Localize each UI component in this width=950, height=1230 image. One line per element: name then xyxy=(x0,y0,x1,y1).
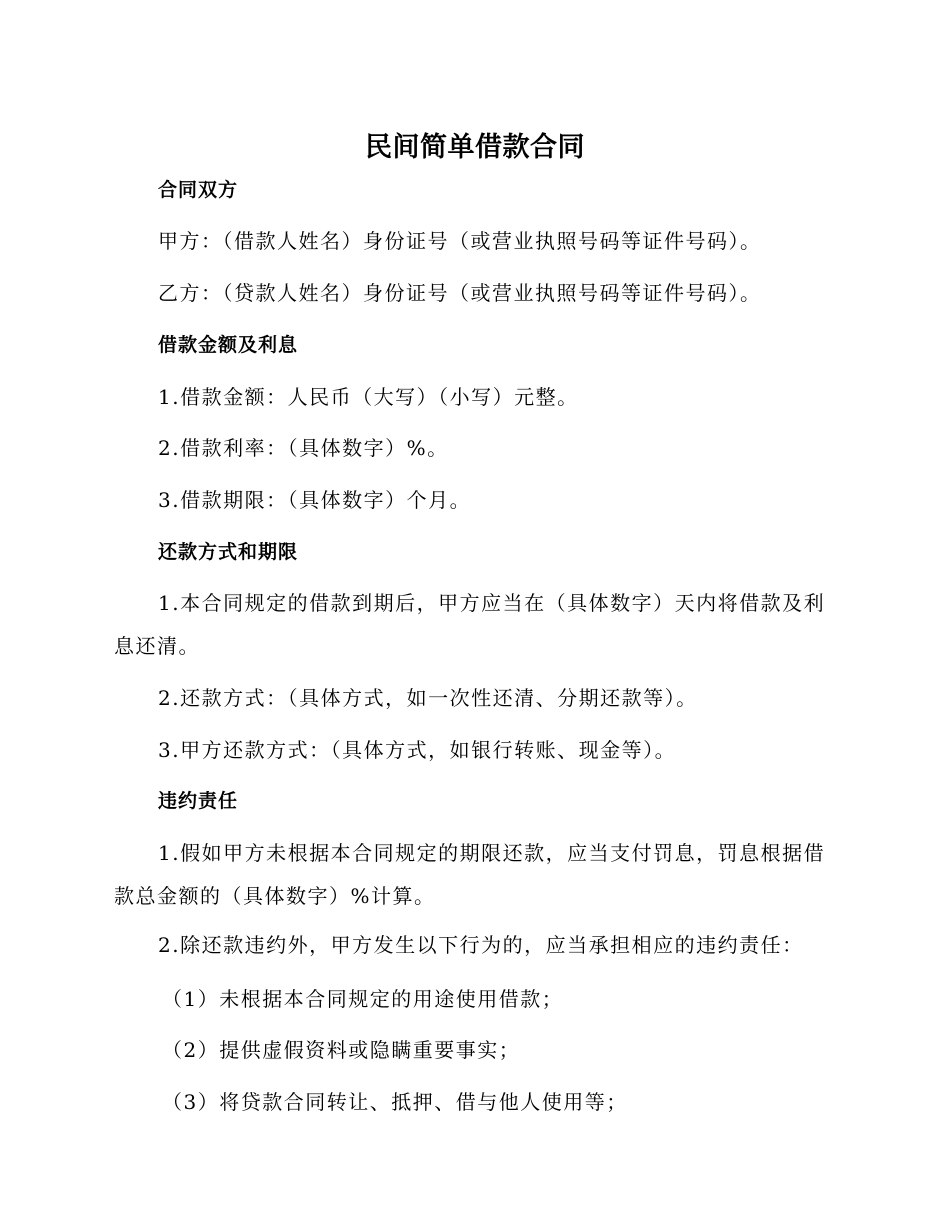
repayment-method-line: 2.还款方式：（具体方式，如一次性还清、分期还款等）。 xyxy=(158,686,698,710)
breach-clause-1: 1.假如甲方未根据本合同规定的期限还款，应当支付罚息，罚息根据借 xyxy=(158,841,826,865)
section-heading-amount-interest: 借款金额及利息 xyxy=(158,334,299,356)
breach-clause-1-continued: 款总金额的（具体数字）%计算。 xyxy=(114,884,436,908)
party-b-line: 乙方：（贷款人姓名）身份证号（或营业执照号码等证件号码）。 xyxy=(158,281,762,305)
section-heading-breach: 违约责任 xyxy=(158,790,239,812)
breach-item-1: （1）未根据本合同规定的用途使用借款； xyxy=(162,987,564,1011)
breach-item-3: （3）将贷款合同转让、抵押、借与他人使用等； xyxy=(162,1090,628,1114)
breach-item-2: （2）提供虚假资料或隐瞒重要事实； xyxy=(162,1038,521,1062)
party-a-line: 甲方：（借款人姓名）身份证号（或营业执照号码等证件号码）。 xyxy=(158,229,762,253)
loan-amount-line: 1.借款金额：人民币（大写）（小写）元整。 xyxy=(158,385,579,409)
breach-clause-2: 2.除还款违约外，甲方发生以下行为的，应当承担相应的违约责任： xyxy=(158,933,804,957)
party-a-repayment-method-line: 3.甲方还款方式：（具体方式，如银行转账、现金等）。 xyxy=(158,738,677,762)
repayment-clause-1: 1.本合同规定的借款到期后，甲方应当在（具体数字）天内将借款及利 xyxy=(158,591,826,615)
document-title: 民间简单借款合同 xyxy=(365,132,585,163)
loan-term-line: 3.借款期限：（具体数字）个月。 xyxy=(158,488,472,512)
section-heading-repayment: 还款方式和期限 xyxy=(158,541,299,563)
repayment-clause-1-continued: 息还清。 xyxy=(114,634,200,658)
section-heading-parties: 合同双方 xyxy=(158,179,239,201)
interest-rate-line: 2.借款利率：（具体数字）%。 xyxy=(158,436,449,460)
